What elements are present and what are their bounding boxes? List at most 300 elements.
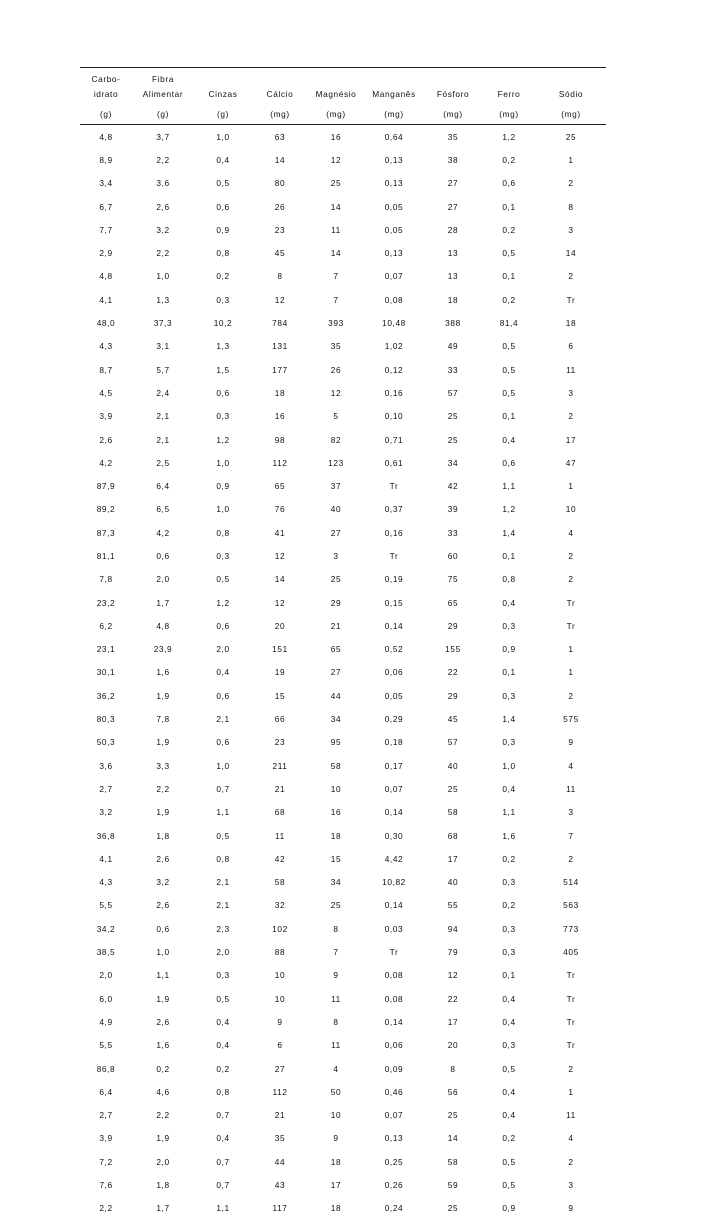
table-cell: 2,0 xyxy=(216,644,230,655)
table-cell: 0,7 xyxy=(216,1180,230,1190)
table-cell: 3 xyxy=(568,224,574,235)
table-row xyxy=(80,311,606,334)
table-cell: 13 xyxy=(447,271,459,282)
table-cell: 102 xyxy=(272,923,288,934)
table-cell: 131 xyxy=(272,341,288,352)
table-cell: 4,8 xyxy=(99,131,113,142)
table-row xyxy=(80,661,606,684)
table-cell: 7 xyxy=(333,271,339,282)
table-cell: 23,9 xyxy=(153,644,173,655)
table-cell: 28 xyxy=(447,224,459,235)
table-cell: 2,1 xyxy=(216,877,230,888)
table-cell: 3,3 xyxy=(156,760,170,771)
table-cell: 11 xyxy=(566,783,576,794)
table-cell: 8 xyxy=(568,201,574,212)
table-cell: 0,5 xyxy=(502,364,516,375)
table-cell: 0,3 xyxy=(502,690,516,701)
table-cell: 6,2 xyxy=(99,620,113,631)
table-row xyxy=(80,847,606,870)
table-cell: 0,2 xyxy=(216,271,230,282)
table-cell: 20 xyxy=(447,1040,459,1051)
table-cell: 34 xyxy=(330,877,342,888)
table-cell: 0,9 xyxy=(502,1203,516,1214)
table-cell: 34 xyxy=(330,714,342,725)
table-cell: 37 xyxy=(330,481,342,492)
table-cell: 3,9 xyxy=(99,411,113,422)
table-cell: 22 xyxy=(447,993,459,1004)
table-cell: 0,3 xyxy=(502,737,516,748)
table-cell: 1,1 xyxy=(216,807,230,818)
table-cell: 0,8 xyxy=(216,527,230,538)
table-cell: 5,5 xyxy=(99,1040,113,1051)
table-cell: 2,0 xyxy=(156,1156,170,1167)
table-cell: 76 xyxy=(274,504,286,515)
table-cell: 2,0 xyxy=(216,947,230,958)
table-cell: 4,5 xyxy=(99,387,113,398)
column-header xyxy=(194,68,252,85)
table-cell: 6 xyxy=(568,341,574,352)
table-cell: 11 xyxy=(566,364,576,375)
table-row xyxy=(80,125,606,149)
table-cell: 40 xyxy=(447,760,459,771)
table-cell: 7,2 xyxy=(99,1156,113,1167)
table-cell: 1,02 xyxy=(384,341,404,352)
table-cell: 0,05 xyxy=(384,224,404,235)
table-cell: 23,2 xyxy=(96,597,116,608)
column-unit: (g) xyxy=(157,109,169,119)
table-cell: 1,7 xyxy=(156,1203,170,1214)
table-cell: 14 xyxy=(274,154,286,165)
table-cell: 3 xyxy=(568,1180,574,1190)
table-cell: 33 xyxy=(447,364,459,375)
table-cell: Tr xyxy=(389,947,399,958)
table-cell: 4 xyxy=(568,760,574,771)
table-cell: 0,64 xyxy=(384,131,404,142)
table-cell: 18 xyxy=(330,830,342,841)
table-cell: 2,2 xyxy=(156,154,170,165)
table-cell: 6,0 xyxy=(99,993,113,1004)
table-row xyxy=(80,358,606,381)
table-cell: 27 xyxy=(330,527,342,538)
table-cell: 18 xyxy=(565,318,577,329)
table-cell: 58 xyxy=(274,877,286,888)
table-row xyxy=(80,1150,606,1173)
table-cell: Tr xyxy=(566,620,576,631)
table-body-top xyxy=(80,125,606,591)
table-cell: 4,42 xyxy=(384,853,404,864)
table-cell: 50,3 xyxy=(96,737,116,748)
table-cell: 10,48 xyxy=(382,318,406,329)
table-cell: 35 xyxy=(447,131,459,142)
column-header: idrato xyxy=(93,89,119,99)
table-cell: 2,6 xyxy=(156,1016,170,1027)
table-cell: 33 xyxy=(447,527,459,538)
table-cell: Tr xyxy=(566,970,576,981)
table-cell: 7,8 xyxy=(156,714,170,725)
table-cell: 29 xyxy=(447,690,459,701)
table-cell: 2,3 xyxy=(216,923,230,934)
table-cell: 58 xyxy=(447,1156,459,1167)
table-cell: 12 xyxy=(274,294,286,305)
table-row xyxy=(80,754,606,777)
table-cell: 48,0 xyxy=(96,318,116,329)
table-cell: 2,6 xyxy=(156,201,170,212)
table-cell: 0,09 xyxy=(384,1063,404,1074)
column-unit: (mg) xyxy=(561,109,581,119)
table-cell: 11 xyxy=(566,1110,576,1121)
table-cell: 14 xyxy=(447,1133,459,1144)
table-cell: 0,4 xyxy=(216,1040,230,1051)
table-cell: 41 xyxy=(274,527,286,538)
table-cell: 4 xyxy=(333,1063,339,1074)
table-cell: 0,5 xyxy=(216,178,230,189)
table-cell: 1,0 xyxy=(216,504,230,515)
table-cell: 0,2 xyxy=(156,1063,170,1074)
table-cell: 0,14 xyxy=(384,620,404,631)
table-cell: 11 xyxy=(331,1040,341,1051)
table-cell: 1,3 xyxy=(216,341,230,352)
table-header xyxy=(80,68,606,125)
table-cell: 563 xyxy=(563,900,579,911)
column-unit: (mg) xyxy=(443,109,463,119)
table-cell: 16 xyxy=(274,411,286,422)
table-cell: 10 xyxy=(330,1110,342,1121)
table-cell: 39 xyxy=(447,504,459,515)
table-cell: 7,7 xyxy=(99,224,113,235)
table-cell: 6 xyxy=(277,1040,283,1051)
table-cell: 3,2 xyxy=(156,224,170,235)
table-row xyxy=(80,544,606,567)
table-cell: 0,4 xyxy=(216,154,230,165)
table-cell: 2,2 xyxy=(156,783,170,794)
table-cell: 177 xyxy=(272,364,288,375)
table-cell: 17 xyxy=(447,1016,459,1027)
table-cell: 81,1 xyxy=(96,550,116,561)
table-cell: 1 xyxy=(568,1086,574,1097)
column-header: Magnésio xyxy=(315,89,357,99)
table-cell: 12 xyxy=(447,970,459,981)
table-cell: 0,37 xyxy=(384,504,404,515)
table-cell: 17 xyxy=(565,434,577,445)
table-cell: 40 xyxy=(330,504,342,515)
table-cell: 0,1 xyxy=(502,550,516,561)
table-row xyxy=(80,801,606,824)
table-row xyxy=(80,1057,606,1080)
table-cell: 19 xyxy=(274,667,286,678)
table-cell: 7 xyxy=(568,830,574,841)
table-cell: 3,6 xyxy=(99,760,113,771)
table-cell: 1,4 xyxy=(502,714,516,725)
table-row xyxy=(80,1197,606,1220)
table-cell: 55 xyxy=(447,900,459,911)
table-cell: 57 xyxy=(447,737,459,748)
table-cell: 575 xyxy=(563,714,579,725)
table-cell: 42 xyxy=(274,853,286,864)
table-cell: 42 xyxy=(447,481,459,492)
table-cell: 0,3 xyxy=(502,947,516,958)
table-cell: 25 xyxy=(330,178,342,189)
table-cell: 0,07 xyxy=(384,783,404,794)
table-cell: 8 xyxy=(450,1063,456,1074)
table-cell: 0,2 xyxy=(502,900,516,911)
table-cell: 1,0 xyxy=(156,947,170,958)
table-cell: 87,3 xyxy=(96,527,116,538)
table-cell: 6,4 xyxy=(99,1086,113,1097)
table-cell: 0,5 xyxy=(502,1063,516,1074)
table-cell: 2 xyxy=(568,1156,574,1167)
table-cell: 3,2 xyxy=(99,807,113,818)
table-cell: 2 xyxy=(568,574,574,585)
table-cell: 25 xyxy=(447,411,459,422)
table-cell: 34 xyxy=(447,457,459,468)
table-cell: 0,08 xyxy=(384,993,404,1004)
table-cell: 0,5 xyxy=(502,1156,516,1167)
table-cell: 0,1 xyxy=(502,201,516,212)
column-header: Fibra xyxy=(152,74,174,84)
table-cell: 0,12 xyxy=(384,364,404,375)
table-cell: 0,1 xyxy=(502,970,516,981)
table-cell: 2,7 xyxy=(99,1110,113,1121)
table-cell: 4,8 xyxy=(99,271,113,282)
table-cell: 25 xyxy=(447,1203,459,1214)
table-cell: 94 xyxy=(447,923,459,934)
table-cell: 26 xyxy=(330,364,342,375)
table-cell: 0,2 xyxy=(216,1063,230,1074)
table-cell: 18 xyxy=(330,1156,342,1167)
table-cell: 86,8 xyxy=(96,1063,116,1074)
table-cell: 2 xyxy=(568,178,574,189)
table-cell: 35 xyxy=(330,341,342,352)
table-cell: 1,6 xyxy=(156,1040,170,1051)
table-cell: 0,05 xyxy=(384,201,404,212)
table-cell: Tr xyxy=(566,1016,576,1027)
table-cell: 0,1 xyxy=(502,667,516,678)
table-cell: 0,6 xyxy=(216,387,230,398)
table-cell: 2 xyxy=(568,411,574,422)
table-cell: 1,1 xyxy=(156,970,170,981)
table-cell: 0,2 xyxy=(502,154,516,165)
table-row xyxy=(80,1080,606,1103)
table-row xyxy=(80,1173,606,1196)
table-cell: 27 xyxy=(330,667,342,678)
table-cell: 7,6 xyxy=(99,1180,113,1190)
table-row xyxy=(80,707,606,730)
table-cell: 2,9 xyxy=(99,248,113,259)
table-cell: 95 xyxy=(330,737,342,748)
table-row xyxy=(80,148,606,171)
table-cell: 0,3 xyxy=(216,294,230,305)
table-cell: 0,29 xyxy=(384,714,404,725)
table-cell: 6,7 xyxy=(99,201,113,212)
table-cell: 35 xyxy=(274,1133,286,1144)
table-cell: 17 xyxy=(447,853,459,864)
table-cell: 7 xyxy=(333,947,339,958)
table-cell: 1,4 xyxy=(502,527,516,538)
column-header xyxy=(482,68,536,85)
table-cell: 0,06 xyxy=(384,1040,404,1051)
column-header: Ferro xyxy=(497,89,521,99)
table-cell: 514 xyxy=(563,877,579,888)
table-row xyxy=(80,265,606,288)
table-cell: 6,4 xyxy=(156,481,170,492)
table-cell: 1,2 xyxy=(502,131,516,142)
table-cell: 4,9 xyxy=(99,1016,113,1027)
table-cell: 1,1 xyxy=(502,807,516,818)
table-cell: 15 xyxy=(330,853,342,864)
table-cell: Tr xyxy=(566,1040,576,1051)
table-cell: 27 xyxy=(274,1063,286,1074)
table-cell: 7 xyxy=(333,294,339,305)
table-cell: 2,4 xyxy=(156,387,170,398)
table-cell: 0,1 xyxy=(502,411,516,422)
table-cell: 1,2 xyxy=(216,434,230,445)
table-cell: 0,9 xyxy=(216,481,230,492)
table-cell: 2 xyxy=(568,1063,574,1074)
table-cell: 36,2 xyxy=(96,690,116,701)
table-cell: 1,2 xyxy=(502,504,516,515)
table-cell: 1,0 xyxy=(216,131,230,142)
table-cell: 0,8 xyxy=(216,248,230,259)
table-cell: 44 xyxy=(330,690,342,701)
table-cell: 2,1 xyxy=(216,714,230,725)
table-cell: 1 xyxy=(568,644,574,655)
table-cell: 0,8 xyxy=(216,853,230,864)
table-cell: 22 xyxy=(447,667,459,678)
table-cell: 0,2 xyxy=(502,1133,516,1144)
table-cell: 12 xyxy=(330,154,342,165)
table-cell: 0,15 xyxy=(384,597,404,608)
nutrient-table xyxy=(80,67,606,1220)
table-cell: 0,08 xyxy=(384,294,404,305)
table-cell: 1,0 xyxy=(156,271,170,282)
table-cell: 2 xyxy=(568,690,574,701)
table-cell: 0,4 xyxy=(502,1086,516,1097)
table-cell: 16 xyxy=(330,807,342,818)
table-cell: 32 xyxy=(274,900,286,911)
table-cell: 112 xyxy=(272,457,288,468)
table-cell: 2,2 xyxy=(156,248,170,259)
table-cell: 5,5 xyxy=(99,900,113,911)
table-cell: 0,3 xyxy=(216,550,230,561)
table-cell: 0,3 xyxy=(502,1040,516,1051)
table-cell: 8 xyxy=(277,271,283,282)
table-cell: 3,6 xyxy=(156,178,170,189)
table-cell: 2,1 xyxy=(156,434,170,445)
table-cell: 1,9 xyxy=(156,690,170,701)
table-cell: 58 xyxy=(330,760,342,771)
table-row xyxy=(80,871,606,894)
table-cell: 0,6 xyxy=(502,178,516,189)
table-cell: 4,6 xyxy=(156,1086,170,1097)
table-cell: 89,2 xyxy=(96,504,116,515)
table-cell: 0,07 xyxy=(384,271,404,282)
table-cell: Tr xyxy=(566,597,576,608)
table-cell: 56 xyxy=(447,1086,459,1097)
table-cell: 0,4 xyxy=(502,1110,516,1121)
table-cell: 30,1 xyxy=(96,667,116,678)
table-row xyxy=(80,1010,606,1033)
table-cell: 87,9 xyxy=(96,481,116,492)
table-cell: 0,3 xyxy=(502,877,516,888)
table-cell: 2,5 xyxy=(156,457,170,468)
table-cell: 117 xyxy=(272,1203,288,1214)
table-cell: 21 xyxy=(274,783,286,794)
table-cell: 4,2 xyxy=(99,457,113,468)
table-cell: 0,4 xyxy=(502,1016,516,1027)
table-cell: 4,1 xyxy=(99,853,113,864)
table-cell: 0,30 xyxy=(384,830,404,841)
table-cell: 98 xyxy=(274,434,286,445)
table-cell: 0,6 xyxy=(216,690,230,701)
table-cell: 25 xyxy=(330,900,342,911)
table-cell: 17 xyxy=(330,1180,342,1190)
column-header: Cinzas xyxy=(208,89,238,99)
table-cell: 0,4 xyxy=(502,434,516,445)
table-cell: 25 xyxy=(447,434,459,445)
table-cell: 0,9 xyxy=(216,224,230,235)
column-header xyxy=(536,68,606,85)
table-row xyxy=(80,498,606,521)
table-cell: 29 xyxy=(330,597,342,608)
table-cell: 0,6 xyxy=(156,550,170,561)
table-cell: 3,4 xyxy=(99,178,113,189)
table-cell: 12 xyxy=(274,597,286,608)
table-cell: 18 xyxy=(447,294,459,305)
table-cell: 21 xyxy=(330,620,342,631)
table-row xyxy=(80,1103,606,1126)
table-cell: 0,71 xyxy=(384,434,404,445)
table-cell: 9 xyxy=(333,970,339,981)
table-cell: 0,3 xyxy=(502,923,516,934)
table-cell: 13 xyxy=(447,248,459,259)
table-cell: 0,4 xyxy=(216,1133,230,1144)
table-cell: 10,2 xyxy=(213,318,233,329)
table-cell: 0,5 xyxy=(502,248,516,259)
table-cell: 14 xyxy=(330,201,342,212)
column-header: Manganês xyxy=(372,89,416,99)
column-header xyxy=(424,68,482,85)
table-cell: 43 xyxy=(274,1180,286,1190)
table-cell: 1 xyxy=(568,481,574,492)
table-cell: 45 xyxy=(447,714,459,725)
table-cell: 1,5 xyxy=(216,364,230,375)
table-cell: 1,9 xyxy=(156,993,170,1004)
table-cell: 9 xyxy=(568,1203,574,1214)
table-row xyxy=(80,1127,606,1150)
table-cell: 9 xyxy=(277,1016,283,1027)
column-unit: (mg) xyxy=(326,109,346,119)
column-header xyxy=(308,68,364,85)
table-cell: 0,4 xyxy=(216,1016,230,1027)
table-row xyxy=(80,195,606,218)
table-cell: 151 xyxy=(272,644,288,655)
table-row xyxy=(80,824,606,847)
table-cell: 18 xyxy=(330,1203,342,1214)
table-cell: 0,17 xyxy=(384,760,404,771)
table-cell: 0,18 xyxy=(384,737,404,748)
table-cell: 0,07 xyxy=(384,1110,404,1121)
table-row xyxy=(80,987,606,1010)
table-cell: 7,8 xyxy=(99,574,113,585)
table-cell: 0,61 xyxy=(384,457,404,468)
table-cell: 0,3 xyxy=(216,970,230,981)
table-cell: 1,7 xyxy=(156,597,170,608)
table-cell: 0,13 xyxy=(384,248,404,259)
table-cell: 4,3 xyxy=(99,877,113,888)
table-cell: 23 xyxy=(274,224,286,235)
table-cell: 10 xyxy=(274,970,286,981)
table-cell: 6,5 xyxy=(156,504,170,515)
